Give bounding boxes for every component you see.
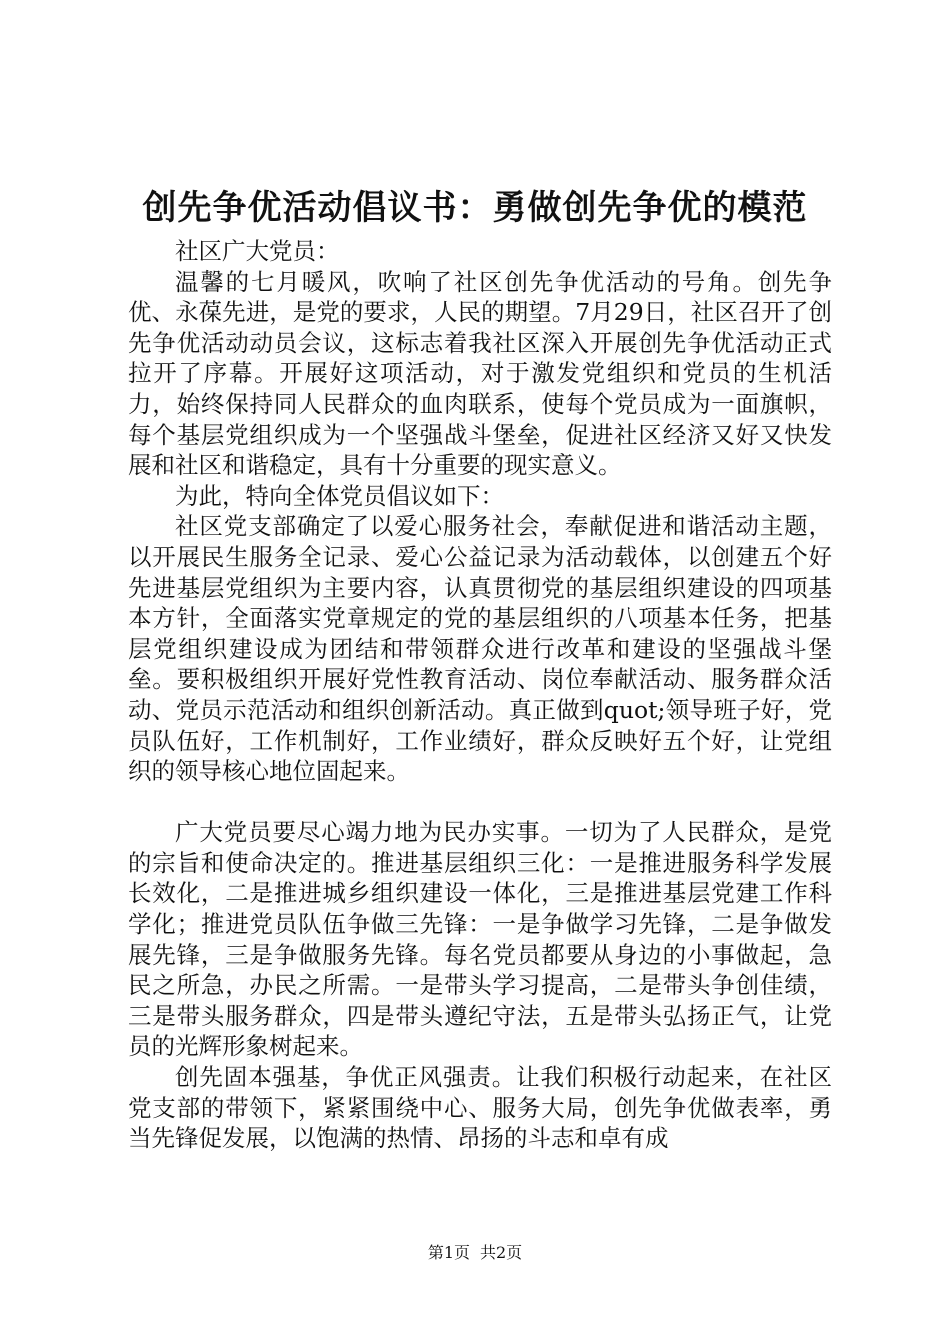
paragraph-intro: 温馨的七月暖风，吹响了社区创先争优活动的号角。创先争优、永葆先进，是党的要求，人民的期望。7月29日，社区召开了创先争优活动动员会议，这标志着我社区深入开展创先争优活动正式拉开了序幕。开展好这项活动，对于激发党组织和党员的生机活力，始终保持同人民群众的血肉联系，使每个党员成为一面旗帜，每个基层党组织成为一个坚强战斗堡垒，促进社区经济又好又快发展和社区和谐稳定，具有十分重要的现实意义。 <box>128 267 832 480</box>
paragraph-closing: 创先固本强基，争优正风强责。让我们积极行动起来，在社区党支部的带领下，紧紧围绕中心、服务大局，创先争优做表率，勇当先锋促发展，以饱满的热情、昂扬的斗志和卓有成 <box>128 1063 832 1153</box>
document-title: 创先争优活动倡议书：勇做创先争优的模范 <box>142 188 808 228</box>
page-number: 第1页 <box>427 1243 470 1262</box>
page-footer <box>0 1242 950 1264</box>
document-body <box>128 236 832 1154</box>
salutation: 社区广大党员： <box>175 237 340 265</box>
paragraph-party-branch: 社区党支部确定了以爱心服务社会，奉献促进和谐活动主题，以开展民生服务全记录、爱心公益记录为活动载体，以创建五个好先进基层党组织为主要内容，认真贯彻党的基层组织建设的四项基本方针，全面落实党章规定的党的基层组织的八项基本任务，把基层党组织建设成为团结和带领群众进行改革和建设的坚强战斗堡垒。要积极组织开展好党性教育活动、岗位奉献活动、服务群众活动、党员示范活动和组织创新活动。真正做到quot;领导班子好，党员队伍好，工作机制好，工作业绩好，群众反映好五个好，让党组织的领导核心地位固起来。 <box>128 512 832 786</box>
page-total: 共2页 <box>480 1243 523 1262</box>
paragraph-members-duty: 广大党员要尽心竭力地为民办实事。一切为了人民群众，是党的宗旨和使命决定的。推进基层组织三化：一是推进服务科学发展长效化，二是推进城乡组织建设一体化，三是推进基层党建工作科学化；推进党员队伍争做三先锋：一是争做学习先锋，二是争做发展先锋，三是争做服务先锋。每名党员都要从身边的小事做起，急民之所急，办民之所需。一是带头学习提高，二是带头争创佳绩，三是带头服务群众，四是带头遵纪守法，五是带头弘扬正气，让党员的光辉形象树起来。 <box>128 818 832 1061</box>
paragraph-proposal-lead: 为此，特向全体党员倡议如下： <box>175 481 504 510</box>
